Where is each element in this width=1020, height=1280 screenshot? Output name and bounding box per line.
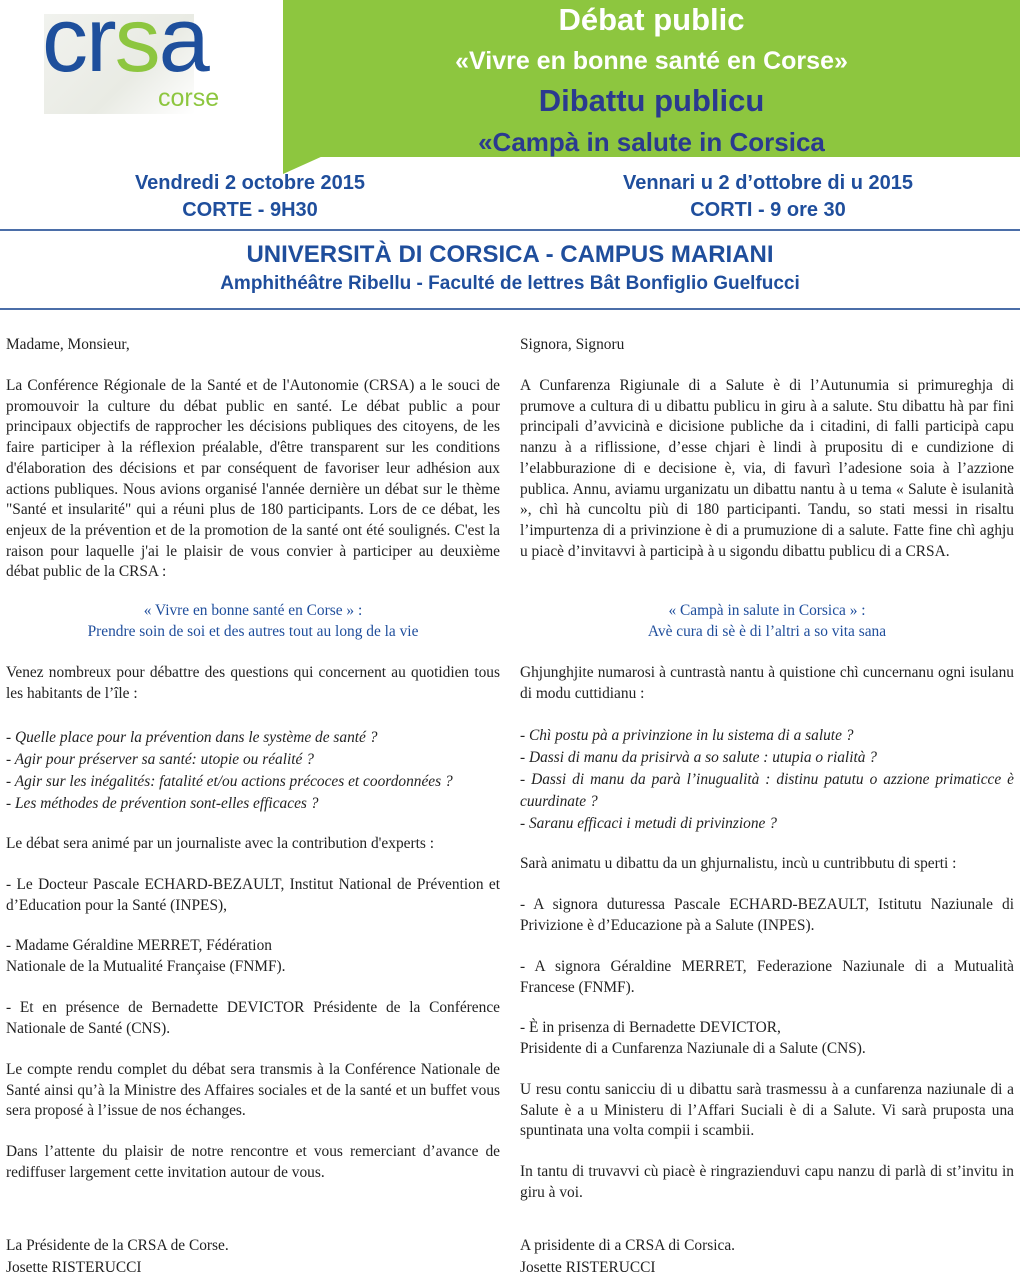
question-item: - Dassi di manu da prisirvà a so salute : utupia o rialità ? — [520, 749, 877, 766]
date-fr: Vendredi 2 octobre 2015 — [134, 172, 366, 194]
report-paragraph-fr: Le compte rendu complet du débat sera transmis à la Conférence Nationale de Santé ainsi qu’à la Ministre des Affaires sociales et de la santé et un buffet vous sera proposé à l’issue de nos échanges. — [6, 1061, 500, 1120]
theme-title-co: « Campà in salute in Corsica » : — [668, 602, 866, 619]
signature-name-co: Josette RISTERUCCI — [520, 1259, 656, 1276]
questions-intro-co: Ghjunghjite numarosi à cuntrastà nantu à quistione chì cuncernanu ogni isulanu di modu cuttidianu : — [520, 664, 1014, 702]
intro-paragraph-co: A Cunfarenza Rigiunale di a Salute è di l’Autunumia si primureghja di prumove a cultura di u dibattu publicu in giru à a salute. Stu dibattu hà par fini principali d’avvicinà e dicisione publiche da i citadini, di falli participà capu nanzu à a riflissione, d’esse chjari è lindi à prupositu di e cundizione di l’elabburazione di e decisione è, via, di favurì l’adesione soia à l’azzione publica. Annu, aviamu urganizatu un dibattu nantu à u tema « Salute è isulanità », chì hà cuncoltu più di 180 participanti. Tandu, so stati messi in risaltu l’impurtenza di a privinzione è di a prumuzione di a salute. Fatte fine chì aghju u piacè d’invitavvi à participà à u sigondu dibattu publicu di a CRSA. — [520, 377, 1014, 560]
greeting-fr: Madame, Monsieur, — [6, 336, 130, 353]
title-fr: Débat public — [558, 2, 745, 37]
question-item: - Les méthodes de prévention sont-elles efficaces ? — [6, 795, 319, 812]
expert-item: - A signora duturessa Pascale ECHARD-BEZAULT, Istitutu Naziunale di Privizione è d’Educazione pà a Salute (INPES). — [520, 896, 1014, 934]
theme-subtitle-fr: Prendre soin de soi et des autres tout au long de la vie — [87, 623, 419, 640]
place-fr: CORTE - 9H30 — [182, 199, 318, 221]
question-item: - Chì postu pà a privinzione in lu sistema di a salute ? — [520, 727, 854, 744]
subtitle-co: «Campà in salute in Corsica — [478, 127, 825, 157]
question-item: - Agir pour préserver sa santé: utopie ou réalité ? — [6, 751, 314, 768]
experts-intro-co: Sarà animatu u dibattu da un ghjurnalistu, incù u cuntribbutu di sperti : — [520, 855, 957, 872]
question-item: - Saranu efficaci i metudi di privinzione ? — [520, 815, 777, 832]
question-item: - Dassi di manu da parà l’inugualità : distinu patutu o azzione primaticce è cuurdinate ? — [520, 771, 1014, 810]
logo-subtitle: corse — [158, 84, 220, 112]
signature-name-fr: Josette RISTERUCCI — [6, 1259, 142, 1276]
place-co: CORTI - 9 ore 30 — [690, 199, 846, 221]
expert-item: - È in prisenza di Bernadette DEVICTOR, Prisidente di a Cunfarenza Naziunale di a Salute (CNS). — [520, 1019, 866, 1057]
closing-paragraph-co: In tantu di truvavvi cù piacè è ringrazienduvi capu nanzu di parlà di st’invitu in giru à voi. — [520, 1163, 1014, 1201]
divider — [0, 229, 1020, 231]
theme-subtitle-co: Avè cura di sè è di l’altri a so vita sana — [647, 623, 887, 640]
question-item: - Agir sur les inégalités: fatalité et/ou actions précoces et coordonnées ? — [6, 773, 453, 790]
intro-paragraph-fr: La Conférence Régionale de la Santé et de l'Autonomie (CRSA) a le souci de promouvoir la culture du débat public en santé. Le débat public a pour principaux objectifs de rapprocher les décisions publiques des citoyens, de les faire participer à la réflexion préalable, d'être transparent sur les conditions d'élaboration des décisions et par conséquent de favoriser leur adhésion aux actions publiques. Nous avions organisé l'année dernière un débat sur le thème "Santé et insularité" qui a réuni plus de 180 participants. Lors de ce débat, les enjeux de la prévention et de la promotion de la santé ont été soulignés. C'est la raison pour laquelle j'ai le plaisir de vous convier à participer au deuxième débat public de la CRSA : — [6, 377, 500, 581]
expert-item: - Le Docteur Pascale ECHARD-BEZAULT, Institut National de Prévention et d’Education pour la Santé (INPES), — [6, 876, 500, 914]
questions-intro-fr: Venez nombreux pour débattre des questions qui concernent au quotidien tous les habitants de l’île : — [6, 664, 500, 702]
questions-list-co — [520, 725, 1014, 835]
title-co: Dibattu publicu — [538, 83, 765, 118]
greeting-co: Signora, Signoru — [520, 336, 625, 353]
questions-list-fr — [6, 727, 500, 815]
signature-role-fr: La Présidente de la CRSA de Corse. — [6, 1237, 229, 1254]
theme-title-fr: « Vivre en bonne santé en Corse » : — [143, 602, 363, 619]
expert-item: - Et en présence de Bernadette DEVICTOR Présidente de la Conférence Nationale de Santé (CNS). — [6, 999, 500, 1037]
experts-intro-fr: Le débat sera animé par un journaliste avec la contribution d'experts : — [6, 835, 434, 852]
divider — [0, 308, 1020, 310]
signature-role-co: A prisidente di a CRSA di Corsica. — [520, 1237, 736, 1254]
report-paragraph-co: U resu contu sanicciu di u dibattu sarà trasmessu à a cunfarenza naziunale di a Salute è a u Ministeru di l’Affari Suciali è di a Salute. Vi sarà pruposta una spuntinata una volta compii i scambii. — [520, 1081, 1014, 1140]
venue-subtitle: Amphithéâtre Ribellu - Faculté de lettres Bât Bonfiglio Guelfucci — [220, 273, 800, 294]
question-item: - Quelle place pour la prévention dans le système de santé ? — [6, 729, 378, 746]
crsa-logo: crsa — [42, 0, 208, 91]
closing-paragraph-fr: Dans l’attente du plaisir de notre rencontre et vous remerciant d’avance de rediffuser largement cette invitation autour de vous. — [6, 1143, 500, 1181]
date-co: Vennari u 2 d’ottobre di u 2015 — [622, 172, 914, 194]
expert-item: - A signora Géraldine MERRET, Federazione Naziunale di a Mutualità Francese (FNMF). — [520, 958, 1014, 996]
venue-title: UNIVERSITÀ DI CORSICA - CAMPUS MARIANI — [246, 241, 774, 268]
expert-item: - Madame Géraldine MERRET, Fédération Nationale de la Mutualité Française (FNMF). — [6, 937, 286, 975]
subtitle-fr: «Vivre en bonne santé en Corse» — [455, 47, 848, 75]
